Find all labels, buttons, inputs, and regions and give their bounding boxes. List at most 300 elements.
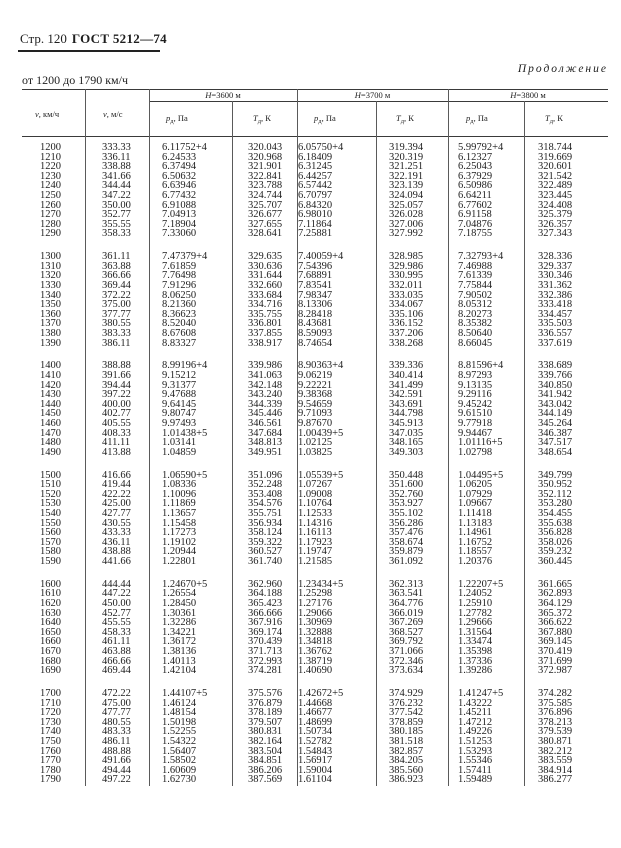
pressure-symbol: p [466,113,471,123]
speed-kmh-cell: 1640 [40,617,61,629]
speed-symbol: v [35,109,39,119]
pressure-h3600-cell: 1.38136 [162,646,197,657]
pressure-h3700-cell: 1.56917 [298,755,333,767]
pressure-h3700-cell: 8.74654 [298,337,333,349]
speed-ms-cell: 488.88 [102,745,131,757]
speed-ms-cell: 400.00 [102,398,131,410]
temperature-h3800-cell: 367.880 [538,626,573,638]
column-header-speed-ms [103,109,123,119]
column-header-pressure-h3700 [314,113,336,123]
pressure-h3700-cell: 1.12533 [298,508,333,519]
pressure-h3800-cell: 1.35398 [458,646,493,657]
speed-kmh-cell: 1600 [40,578,61,590]
pressure-h3700-cell: 1.59004 [298,764,333,776]
pressure-h3600-cell: 9.97493 [162,418,197,429]
temperature-h3700-cell: 378.859 [389,716,424,728]
speed-ms-cell: 441.66 [102,556,131,567]
pressure-h3700-cell: 1.44668 [298,697,333,709]
pressure-h3800-cell: 6.77602 [458,199,493,211]
pressure-h3600-cell: 1.24670+5 [162,578,208,590]
temperature-h3600-cell: 339.986 [248,360,283,372]
pressure-h3800-cell: 1.59489 [458,774,493,786]
pressure-h3600-cell: 1.04859 [162,446,197,458]
temperature-h3600-cell: 337.855 [248,328,283,339]
temperature-h3700-cell: 363.541 [389,588,424,600]
pressure-h3600-cell: 6.37494 [162,161,197,173]
temperature-h3800-cell: 324.408 [538,199,573,211]
temperature-h3800-cell: 354.455 [538,508,573,519]
speed-kmh-cell: 1530 [40,498,61,510]
temperature-h3600-cell: 371.713 [248,646,283,657]
temperature-h3700-cell: 324.094 [389,190,424,201]
pressure-h3800-cell: 6.91158 [458,209,492,221]
pressure-h3800-cell: 1.01116+5 [458,437,503,449]
pressure-h3800-cell: 1.09667 [458,498,493,510]
pressure-h3600-cell: 8.52040 [162,318,197,330]
temperature-h3800-cell: 340.850 [538,379,573,391]
temperature-h3700-cell: 359.879 [389,546,424,558]
pressure-h3700-cell: 1.29066 [298,607,333,619]
temperature-h3800-cell: 334.457 [538,308,573,320]
speed-ms-cell: 394.44 [102,379,131,391]
temperature-h3800-cell: 366.622 [538,617,573,629]
temperature-h3700-cell: 373.634 [389,665,424,677]
temperature-h3800-cell: 347.517 [538,437,573,449]
speed-kmh-cell: 1220 [40,161,61,173]
temperature-h3800-cell: 365.372 [538,607,573,619]
pressure-h3700-cell: 1.00439+5 [298,427,344,439]
page-number: Стр. 120 [20,31,67,46]
temperature-h3800-cell: 343.042 [538,398,573,410]
pressure-h3800-cell: 8.05312 [458,299,493,311]
speed-ms-cell: 444.44 [102,578,131,590]
speed-kmh-cell: 1670 [40,646,61,657]
temperature-h3600-cell: 358.124 [248,527,283,539]
speed-ms-cell: 491.66 [102,755,131,767]
speed-kmh-cell: 1780 [40,764,61,776]
pressure-h3700-cell: 1.34818 [298,636,333,648]
temperature-h3800-cell: 338.689 [538,360,573,372]
speed-kmh-cell: 1300 [40,251,61,263]
speed-ms-cell: 352.77 [102,209,131,221]
speed-kmh-cell: 1260 [40,199,61,211]
temperature-h3700-cell: 339.336 [389,360,424,372]
pressure-h3800-cell: 9.61510 [458,408,493,420]
temperature-h3700-cell: 321.251 [389,161,424,173]
pressure-h3800-cell: 1.33474 [458,636,493,648]
pressure-h3700-cell: 1.19747 [298,546,333,558]
pressure-h3800-cell: 1.11418 [458,508,492,519]
temperature-h3600-cell: 366.666 [248,607,283,619]
temperature-h3800-cell: 376.896 [538,707,573,719]
speed-ms-cell: 469.44 [102,665,131,677]
pressure-h3600-cell: 1.62730 [162,774,197,786]
speed-ms-cell: 333.33 [102,142,131,153]
table-row [0,557,621,567]
pressure-h3800-cell: 1.49226 [458,726,493,738]
speed-kmh-cell: 1350 [40,299,61,311]
temperature-h3600-cell: 335.755 [248,308,283,320]
pressure-h3800-cell: 1.04495+5 [458,469,504,481]
speed-kmh-cell: 1580 [40,546,61,558]
temperature-h3800-cell: 328.336 [538,251,573,263]
pressure-h3700-cell: 1.23434+5 [298,578,344,590]
header-bottom-rule [22,136,608,137]
temperature-unit: , К [261,113,271,123]
temperature-h3700-cell: 362.313 [389,578,424,590]
pressure-h3800-cell: 1.20376 [458,556,493,567]
speed-ms-cell: 341.66 [102,170,131,182]
pressure-h3600-cell: 1.06590+5 [162,469,208,481]
temperature-h3700-cell: 357.476 [389,527,424,539]
speed-range-caption: от 1200 до 1790 км/ч [22,73,128,87]
pressure-h3800-cell: 1.24052 [458,588,493,600]
speed-kmh-cell: 1200 [40,142,61,153]
pressure-h3700-cell: 6.31245 [298,161,333,173]
temperature-h3600-cell: 353.408 [248,488,283,500]
speed-ms-cell: 358.33 [102,228,131,240]
temperature-h3600-cell: 351.096 [248,469,283,481]
speed-kmh-cell: 1660 [40,636,61,648]
pressure-h3800-cell: 1.39286 [458,665,493,677]
pressure-h3700-cell: 9.06219 [298,370,333,381]
pressure-h3600-cell: 1.50198 [162,716,197,728]
header-underline [18,50,160,52]
speed-kmh-cell: 1790 [40,774,61,786]
temperature-h3800-cell: 323.445 [538,190,573,201]
pressure-h3600-cell: 9.80747 [162,408,197,420]
speed-kmh-cell: 1480 [40,437,61,449]
temperature-h3700-cell: 352.760 [389,488,424,500]
pressure-h3600-cell: 1.10096 [162,488,197,500]
temperature-h3800-cell: 359.232 [538,546,573,558]
speed-ms-cell: 383.33 [102,328,131,339]
pressure-h3800-cell: 9.94467 [458,427,493,439]
pressure-h3600-cell: 1.13657 [162,508,197,519]
pressure-h3800-cell: 1.29666 [458,617,493,629]
temperature-h3800-cell: 384.914 [538,764,573,776]
speed-ms-cell: 480.55 [102,716,131,728]
pressure-h3700-cell: 1.10764 [298,498,333,510]
pressure-h3800-cell: 1.06205 [458,479,493,491]
temperature-h3800-cell: 361.665 [538,578,573,590]
speed-kmh-cell: 1730 [40,716,61,728]
pressure-subscript: д [470,118,474,125]
speed-kmh-cell: 1510 [40,479,61,491]
pressure-h3800-cell: 1.13183 [458,517,493,529]
temperature-symbol: T [396,113,401,123]
pressure-h3600-cell: 9.47688 [162,389,197,401]
speed-kmh-cell: 1390 [40,337,61,349]
pressure-h3800-cell: 1.25910 [458,598,493,609]
temperature-h3600-cell: 320.043 [248,142,283,153]
table-row [0,666,621,676]
pressure-h3800-cell: 6.37929 [458,170,493,182]
speed-ms-cell: 483.33 [102,726,131,738]
temperature-h3800-cell: 331.362 [538,280,573,291]
pressure-h3800-cell: 8.20273 [458,308,493,320]
temperature-h3800-cell: 371.699 [538,655,573,667]
altitude-symbol: H [354,90,361,100]
temperature-h3800-cell: 378.213 [538,716,573,728]
temperature-h3700-cell: 336.152 [389,318,424,330]
speed-ms-unit: , м/с [106,109,123,119]
pressure-h3700-cell: 9.54659 [298,398,333,410]
speed-kmh-cell: 1270 [40,209,61,221]
temperature-h3700-cell: 342.591 [389,389,424,401]
pressure-h3800-cell: 9.13135 [458,379,493,391]
temperature-h3700-cell: 374.929 [389,688,424,699]
pressure-h3700-cell: 1.48699 [298,716,333,728]
pressure-h3600-cell: 8.83327 [162,337,197,349]
speed-kmh-cell: 1360 [40,308,61,320]
temperature-h3700-cell: 322.191 [389,170,424,182]
temperature-h3800-cell: 380.871 [538,736,573,747]
temperature-h3700-cell: 326.028 [389,209,424,221]
temperature-h3700-cell: 350.448 [389,469,424,481]
temperature-h3600-cell: 341.063 [248,370,283,381]
pressure-h3800-cell: 8.35382 [458,318,493,330]
temperature-h3700-cell: 327.006 [389,218,424,230]
pressure-h3700-cell: 1.40690 [298,665,333,677]
speed-kmh-cell: 1520 [40,488,61,500]
pressure-h3700-cell: 1.05539+5 [298,469,344,481]
temperature-h3800-cell: 326.357 [538,218,573,230]
temperature-h3600-cell: 321.901 [248,161,283,173]
temperature-h3600-cell: 330.636 [248,260,283,272]
pressure-h3700-cell: 1.16113 [298,527,332,539]
speed-ms-cell: 344.44 [102,180,131,192]
speed-kmh-cell: 1430 [40,389,61,401]
temperature-h3600-cell: 365.423 [248,598,283,609]
temperature-h3700-cell: 380.185 [389,726,424,738]
temperature-h3700-cell: 358.674 [389,536,424,548]
pressure-h3800-cell: 7.46988 [458,260,493,272]
pressure-h3600-cell: 1.03141 [162,437,197,449]
pressure-h3700-cell: 1.14316 [298,517,333,529]
pressure-h3600-cell: 9.15212 [162,370,197,381]
temperature-h3800-cell: 325.379 [538,209,573,221]
pressure-h3600-cell: 1.52255 [162,726,197,738]
temperature-h3800-cell: 356.828 [538,527,573,539]
pressure-h3600-cell: 1.56407 [162,745,197,757]
pressure-h3700-cell: 7.11864 [298,218,332,230]
speed-kmh-cell: 1570 [40,536,61,548]
pressure-h3700-cell: 9.71093 [298,408,333,420]
speed-kmh-cell: 1560 [40,527,61,539]
speed-kmh-cell: 1690 [40,665,61,677]
column-header-speed-kmh [35,109,59,119]
speed-ms-cell: 388.88 [102,360,131,372]
temperature-h3600-cell: 346.561 [248,418,283,429]
speed-ms-cell: 494.44 [102,764,131,776]
pressure-h3600-cell: 1.17273 [162,527,197,539]
speed-kmh-cell: 1680 [40,655,61,667]
speed-ms-cell: 416.66 [102,469,131,481]
pressure-unit: , Па [473,113,488,123]
temperature-h3800-cell: 353.280 [538,498,573,510]
temperature-h3800-cell: 372.987 [538,665,573,677]
pressure-h3700-cell: 6.98010 [298,209,333,221]
pressure-h3700-cell: 1.42672+5 [298,688,344,699]
speed-ms-cell: 338.88 [102,161,131,173]
speed-kmh-cell: 1590 [40,556,61,567]
temperature-h3700-cell: 376.232 [389,697,424,709]
pressure-h3600-cell: 1.44107+5 [162,688,208,699]
speed-kmh-cell: 1320 [40,270,61,282]
speed-kmh-cell: 1230 [40,170,61,182]
pressure-h3800-cell: 1.41247+5 [458,688,504,699]
temperature-h3800-cell: 346.387 [538,427,573,439]
temperature-h3600-cell: 323.788 [248,180,283,192]
temperature-h3700-cell: 385.560 [389,764,424,776]
speed-kmh-cell: 1630 [40,607,61,619]
pressure-h3800-cell: 1.27782 [458,607,493,619]
speed-kmh-cell: 1470 [40,427,61,439]
temperature-h3600-cell: 382.164 [248,736,283,747]
pressure-h3700-cell: 6.84320 [298,199,333,211]
pressure-h3800-cell: 7.04876 [458,218,493,230]
temperature-h3600-cell: 364.188 [248,588,283,600]
temperature-h3600-cell: 322.841 [248,170,283,182]
speed-kmh-cell: 1740 [40,726,61,738]
pressure-h3800-cell: 1.45211 [458,707,492,719]
temperature-h3700-cell: 325.057 [389,199,424,211]
temperature-h3700-cell: 369.792 [389,636,424,648]
speed-kmh-cell: 1450 [40,408,61,420]
pressure-h3700-cell: 1.32888 [298,626,333,638]
pressure-h3800-cell: 1.51253 [458,736,493,747]
pressure-h3600-cell: 1.36172 [162,636,197,648]
pressure-h3800-cell: 1.53293 [458,745,493,757]
column-header-temperature-h3800 [545,113,563,123]
pressure-h3600-cell: 1.42104 [162,665,197,677]
temperature-h3700-cell: 381.518 [389,736,424,747]
pressure-h3700-cell: 9.38368 [298,389,333,401]
pressure-h3800-cell: 1.18557 [458,546,493,558]
temperature-h3800-cell: 370.419 [538,646,573,657]
pressure-h3700-cell: 1.17923 [298,536,333,548]
pressure-h3700-cell: 7.98347 [298,289,333,301]
pressure-h3600-cell: 9.64145 [162,398,197,410]
altitude-value: =3600 м [211,90,241,100]
temperature-h3600-cell: 326.677 [248,209,283,221]
pressure-h3600-cell: 7.04913 [162,209,197,221]
pressure-h3700-cell: 1.50734 [298,726,333,738]
temperature-h3600-cell: 360.527 [248,546,283,558]
pressure-h3800-cell: 7.75844 [458,280,493,291]
speed-kmh-cell: 1550 [40,517,61,529]
temperature-h3600-cell: 348.813 [248,437,283,449]
temperature-h3800-cell: 355.638 [538,517,573,529]
pressure-h3700-cell: 1.38719 [298,655,333,667]
temperature-h3600-cell: 375.576 [248,688,283,699]
pressure-h3700-cell: 1.27176 [298,598,333,609]
speed-ms-cell: 372.22 [102,289,131,301]
temperature-h3800-cell: 382.212 [538,745,573,757]
temperature-h3800-cell: 364.129 [538,598,573,609]
temperature-h3700-cell: 349.303 [389,446,424,458]
pressure-h3800-cell: 1.14961 [458,527,493,539]
speed-ms-cell: 472.22 [102,688,131,699]
speed-ms-cell: 425.00 [102,498,131,510]
temperature-h3600-cell: 356.934 [248,517,283,529]
temperature-h3700-cell: 335.106 [389,308,424,320]
temperature-h3800-cell: 322.489 [538,180,573,192]
speed-kmh-cell: 1460 [40,418,61,429]
speed-kmh-cell: 1610 [40,588,61,600]
speed-kmh-cell: 1700 [40,688,61,699]
temperature-h3800-cell: 358.026 [538,536,573,548]
pressure-h3600-cell: 7.76498 [162,270,197,282]
temperature-h3600-cell: 349.951 [248,446,283,458]
temperature-h3600-cell: 343.240 [248,389,283,401]
temperature-h3600-cell: 334.716 [248,299,283,311]
pressure-h3600-cell: 1.54322 [162,736,197,747]
temperature-h3700-cell: 368.527 [389,626,424,638]
pressure-h3600-cell: 1.22801 [162,556,197,567]
speed-ms-cell: 380.55 [102,318,131,330]
pressure-h3800-cell: 6.25043 [458,161,493,173]
altitude-symbol: H [205,90,212,100]
temperature-h3800-cell: 332.386 [538,289,573,301]
speed-ms-cell: 369.44 [102,280,131,291]
temperature-h3700-cell: 330.995 [389,270,424,282]
temperature-h3700-cell: 333.035 [389,289,424,301]
temperature-h3600-cell: 380.831 [248,726,283,738]
pressure-h3600-cell: 8.36623 [162,308,197,320]
pressure-h3800-cell: 7.18755 [458,228,493,240]
temperature-h3700-cell: 328.985 [389,251,424,263]
speed-kmh-cell: 1410 [40,370,61,381]
temperature-h3600-cell: 345.446 [248,408,283,420]
pressure-h3700-cell: 8.28418 [298,308,333,320]
temperature-h3600-cell: 325.707 [248,199,283,211]
pressure-h3600-cell: 9.31377 [162,379,197,391]
temperature-h3600-cell: 383.504 [248,745,283,757]
speed-kmh-cell: 1720 [40,707,61,719]
temperature-h3600-cell: 361.740 [248,556,283,567]
pressure-h3800-cell: 1.31564 [458,626,493,638]
temperature-h3600-cell: 355.751 [248,508,283,519]
pressure-h3600-cell: 1.60609 [162,764,197,776]
temperature-h3700-cell: 366.019 [389,607,424,619]
temperature-h3700-cell: 361.092 [389,556,424,567]
speed-ms-cell: 458.33 [102,626,131,638]
temperature-h3700-cell: 364.776 [389,598,424,609]
pressure-h3600-cell: 1.08336 [162,479,197,491]
temperature-h3800-cell: 375.585 [538,697,573,709]
speed-kmh-unit: , км/ч [38,109,60,119]
speed-ms-cell: 386.11 [102,337,131,349]
temperature-h3700-cell: 347.035 [389,427,424,439]
speed-ms-cell: 355.55 [102,218,131,230]
temperature-h3800-cell: 327.343 [538,228,573,240]
temperature-h3700-cell: 320.319 [389,151,424,163]
pressure-h3700-cell: 7.54396 [298,260,333,272]
altitude-value: =3700 м [360,90,391,100]
pressure-h3800-cell: 9.45242 [458,398,493,410]
temperature-h3700-cell: 367.269 [389,617,424,629]
pressure-h3700-cell: 1.21585 [298,556,333,567]
speed-ms-cell: 452.77 [102,607,131,619]
pressure-h3600-cell: 1.11869 [162,498,196,510]
table-row [0,339,621,349]
temperature-h3800-cell: 383.559 [538,755,573,767]
speed-ms-cell: 413.88 [102,446,131,458]
temperature-h3700-cell: 348.165 [389,437,424,449]
speed-ms-cell: 350.00 [102,199,131,211]
